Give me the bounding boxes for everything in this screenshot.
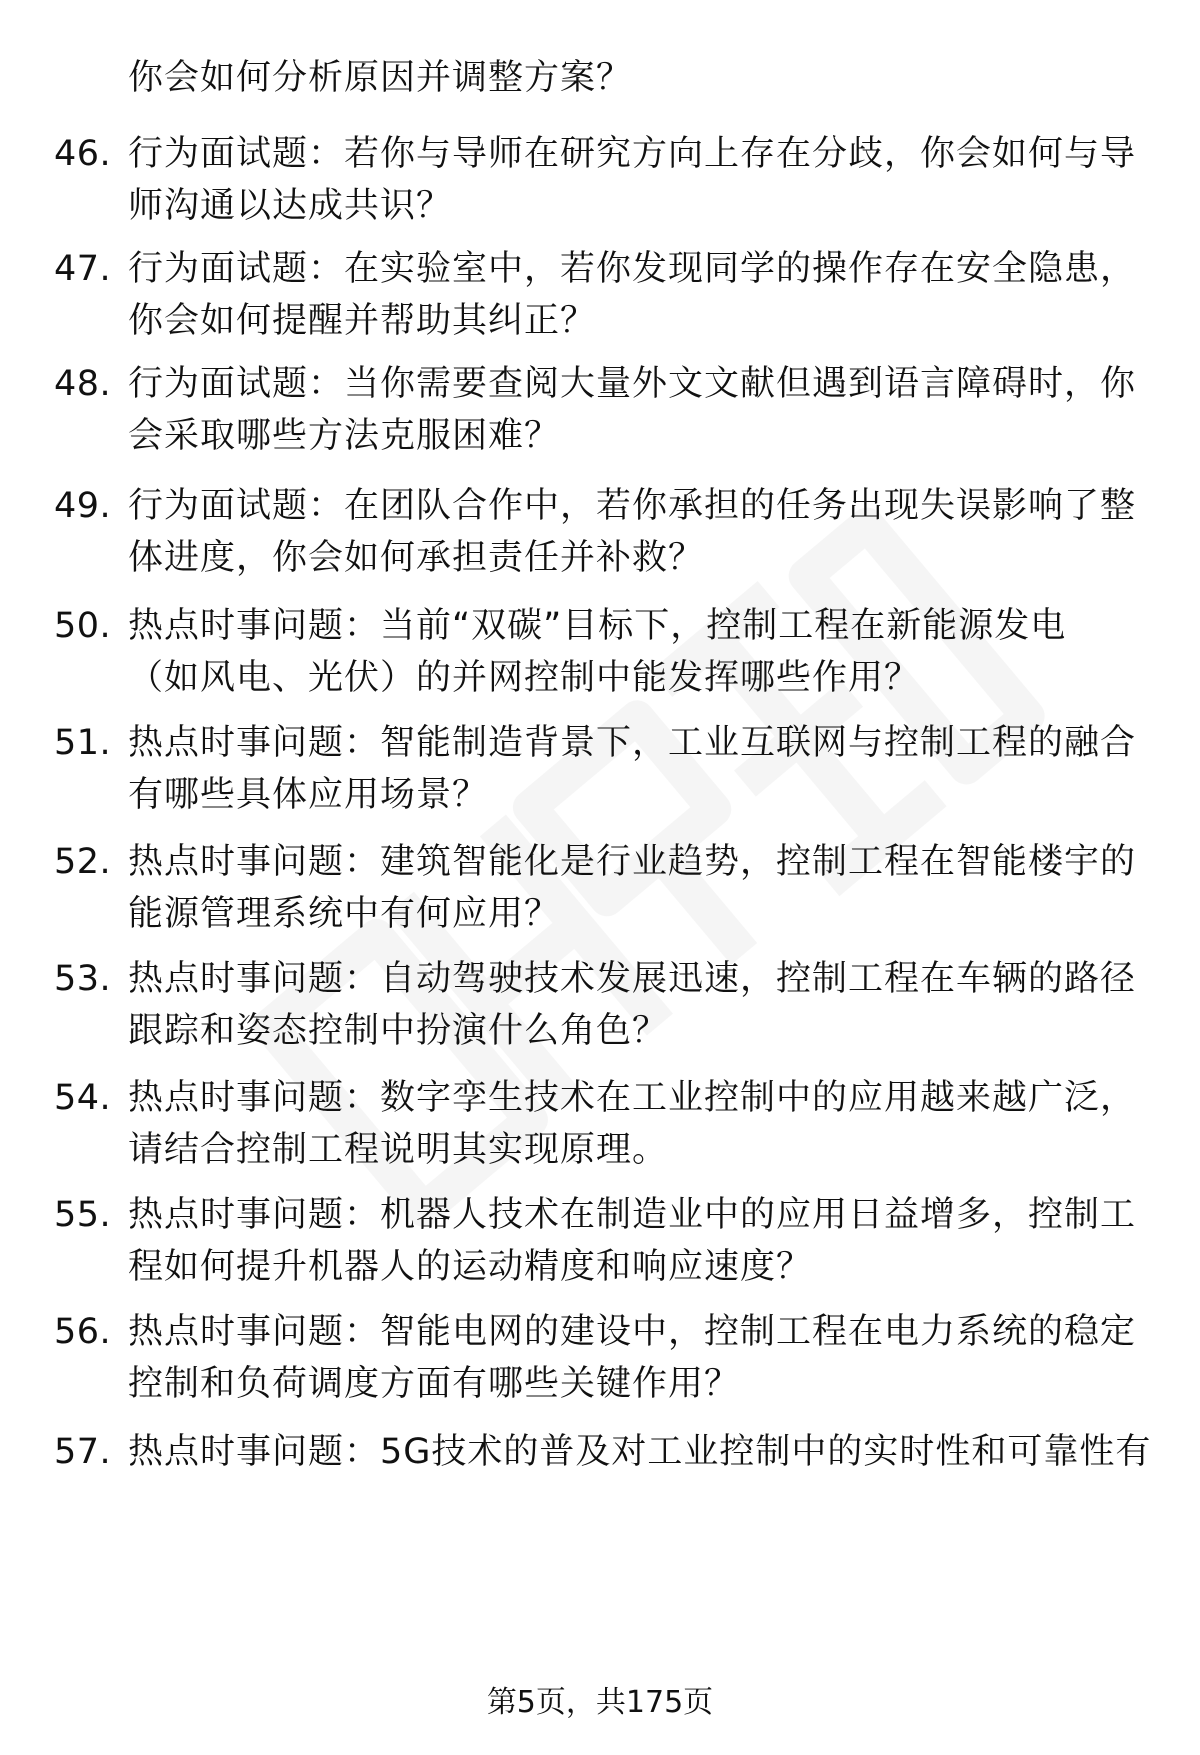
question-number: 46. (54, 134, 112, 174)
question-line: （如风电、光伏）的并网控制中能发挥哪些作用？ (128, 658, 921, 698)
question-line: 行为面试题：当你需要查阅大量外文文献但遇到语言障碍时，你 (128, 364, 1137, 404)
question-line: 体进度，你会如何承担责任并补救？ (128, 538, 705, 578)
question-line: 热点时事问题：当前“双碳”目标下，控制工程在新能源发电 (128, 606, 1067, 646)
question-number: 49. (54, 486, 112, 526)
question-number: 53. (54, 959, 112, 999)
question-line: 行为面试题：在实验室中，若你发现同学的操作存在安全隐患， (128, 249, 1137, 289)
question-line: 有哪些具体应用场景？ (128, 775, 489, 815)
question-line: 程如何提升机器人的运动精度和响应速度？ (128, 1247, 813, 1287)
question-line: 热点时事问题：建筑智能化是行业趋势，控制工程在智能楼宇的 (128, 842, 1137, 882)
question-line: 热点时事问题：5G技术的普及对工业控制中的实时性和可靠性有 (128, 1432, 1152, 1472)
question-number: 55. (54, 1195, 112, 1235)
question-line: 会采取哪些方法克服困难？ (128, 416, 561, 456)
question-number: 48. (54, 364, 112, 404)
question-number: 57. (54, 1432, 112, 1472)
question-line: 能源管理系统中有何应用？ (128, 894, 561, 934)
question-line: 热点时事问题：自动驾驶技术发展迅速，控制工程在车辆的路径 (128, 959, 1137, 999)
question-line: 热点时事问题：智能电网的建设中，控制工程在电力系统的稳定 (128, 1312, 1137, 1352)
question-number: 50. (54, 606, 112, 646)
question-number: 54. (54, 1078, 112, 1118)
question-number: 47. (54, 249, 112, 289)
question-number: 51. (54, 723, 112, 763)
question-line: 控制和负荷调度方面有哪些关键作用？ (128, 1364, 741, 1404)
question-line: 热点时事问题：机器人技术在制造业中的应用日益增多，控制工 (128, 1195, 1137, 1235)
question-number: 56. (54, 1312, 112, 1352)
page-number-footer: 第5页，共175页 (486, 1685, 714, 1720)
question-line: 行为面试题：在团队合作中，若你承担的任务出现失误影响了整 (128, 486, 1137, 526)
question-line: 师沟通以达成共识？ (128, 186, 453, 226)
question-line: 请结合控制工程说明其实现原理。 (128, 1130, 669, 1170)
question-line: 热点时事问题：智能制造背景下，工业互联网与控制工程的融合 (128, 723, 1137, 763)
continuation-text: 你会如何分析原因并调整方案？ (128, 58, 633, 98)
question-line: 热点时事问题：数字孪生技术在工业控制中的应用越来越广泛， (128, 1078, 1137, 1118)
question-line: 跟踪和姿态控制中扮演什么角色？ (128, 1011, 669, 1051)
question-number: 52. (54, 842, 112, 882)
question-line: 行为面试题：若你与导师在研究方向上存在分歧，你会如何与导 (128, 134, 1137, 174)
question-line: 你会如何提醒并帮助其纠正？ (128, 301, 597, 341)
